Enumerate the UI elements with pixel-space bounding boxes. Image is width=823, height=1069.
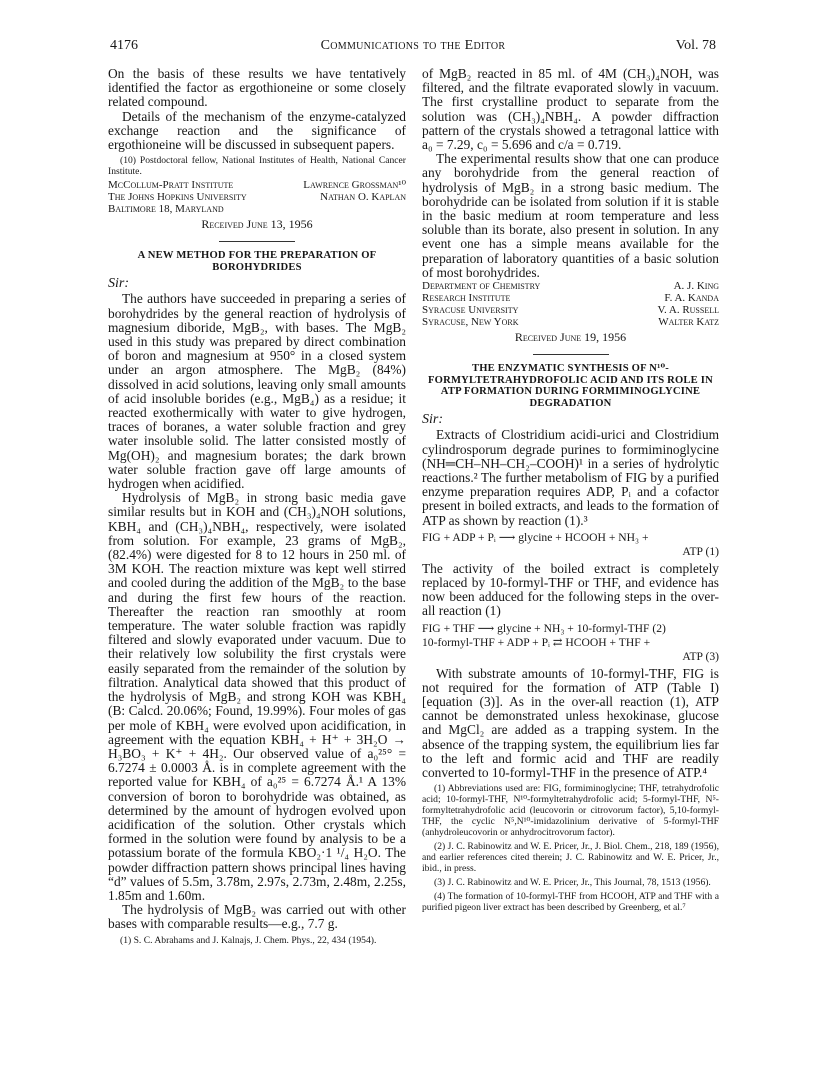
author-name: V. A. Russell bbox=[657, 304, 719, 317]
equation-1 bbox=[422, 531, 719, 559]
paragraph: The hydrolysis of MgB₂ was carried out with other bases with comparable results—e.g., 7.7 g. bbox=[108, 902, 406, 932]
footnote: (1) S. C. Abrahams and J. Kalnajs, J. Chem. Phys., 22, 434 (1954). bbox=[120, 934, 377, 946]
journal-section: Communications to the Editor bbox=[320, 38, 506, 53]
author-name: A. J. King bbox=[673, 280, 719, 293]
salutation: Sir: bbox=[422, 412, 443, 428]
equation-line: FIG + THF ⟶ glycine + NH₃ + 10-formyl-THF (2) bbox=[422, 621, 666, 635]
salutation: Sir: bbox=[108, 276, 129, 292]
author-name: Walter Katz bbox=[658, 316, 719, 329]
equation-line: ATP (3) bbox=[682, 649, 719, 663]
paragraph: Details of the mechanism of the enzyme-catalyzed exchange reaction and the significance of ergothioneine will be discussed in subsequent papers. bbox=[108, 108, 406, 153]
affiliation-block bbox=[108, 179, 406, 215]
page-number: 4176 bbox=[110, 38, 138, 53]
affiliation-line: McCollum-Pratt Institute bbox=[108, 179, 234, 192]
paragraph: The authors have succeeded in preparing a series of borohydrides by the general reaction of hydrolysis of magnesium diboride, MgB₂, with bases. The MgB₂ used in this study was prepared by direct combination of boron and magnesium at 950° in a closed system under an argon atmosphere. The MgB₂ (84%) dissolved in acid solutions, leaving only small amounts of acid insoluble borides (e.g., MgB₄) as a residue; it reacted exothermically with water to give hydrogen, traces of boranes, a water soluble fraction and grey water insoluble solid. The latter consisted mostly of Mg(OH)₂ and magnesium borates; the dark brown water soluble fraction gave off large amounts of hydrogen when acidified. bbox=[108, 291, 406, 492]
volume-label: Vol. 78 bbox=[675, 38, 716, 53]
divider bbox=[533, 354, 609, 355]
footnote: (10) Postdoctoral fellow, National Institutes of Health, National Cancer Institute. bbox=[108, 155, 406, 178]
paragraph: The activity of the boiled extract is completely replaced by 10-formyl-THF or THF, and evidence has now been adduced for the following steps in the over-all reaction (1) bbox=[422, 560, 719, 619]
author-name: F. A. Kanda bbox=[664, 292, 719, 305]
footnote: (2) J. C. Rabinowitz and W. E. Pricer, Jr., J. Biol. Chem., 218, 189 (1956), and earlier references cited therein; J. C. Rabinowitz and W. E. Pricer, Jr., ibid., in press. bbox=[422, 841, 719, 875]
affiliation-line: Baltimore 18, Maryland bbox=[108, 203, 224, 216]
equation-line: FIG + ADP + Pᵢ ⟶ glycine + HCOOH + NH₃ + bbox=[422, 530, 649, 544]
paragraph: of MgB₂ reacted in 85 ml. of 4M (CH₃)₄NOH, was filtered, and the filtrate evaporated slowly in vacuum. The first crystalline product to separate from the solution was (CH₃)₄NBH₄. A powder diffraction pattern of the crystals showed a tetragonal lattice with a₀ = 7.29, c₀ = 5.696 and c/a = 0.719. bbox=[422, 66, 719, 153]
author-name: Lawrence Grossman¹⁰ bbox=[303, 179, 406, 192]
equation-line: 10-formyl-THF + ADP + Pᵢ ⇄ HCOOH + THF + bbox=[422, 635, 651, 649]
affiliation-line: Research Institute bbox=[422, 292, 511, 305]
article-title: THE ENZYMATIC SYNTHESIS OF N¹⁰-FORMYLTETRAHYDROFOLIC ACID AND ITS ROLE IN ATP FORMATION DURING FORMIMINOGLYCINE DEGRADATION bbox=[428, 363, 713, 409]
author-name: Nathan O. Kaplan bbox=[320, 191, 406, 204]
article-title: A NEW METHOD FOR THE PREPARATION OF BOROHYDRIDES bbox=[137, 250, 377, 273]
received-date: Received June 19, 1956 bbox=[514, 330, 627, 345]
affiliation-line: Syracuse University bbox=[422, 304, 519, 317]
received-date: Received June 13, 1956 bbox=[201, 217, 313, 232]
footnote: (4) The formation of 10-formyl-THF from HCOOH, ATP and THF with a purified pigeon liver extract has been described by Greenberg, et al.⁷ bbox=[422, 891, 719, 914]
affiliation-line: The Johns Hopkins University bbox=[108, 191, 247, 204]
left-column bbox=[108, 67, 406, 948]
equation-line: ATP (1) bbox=[682, 544, 719, 558]
paragraph: Extracts of Clostridium acidi-urici and Clostridium cylindrosporum degrade purines to formiminoglycine (NH═CH–NH–CH₂–COOH)¹ in a series of hydrolytic reactions.² The further metabolism of FIG by a purified enzyme preparation requires ADP, Pᵢ and a cofactor present in boiled extracts, and leads to the formation of ATP as shown by reaction (1).³ bbox=[422, 427, 719, 528]
affiliation-line: Syracuse, New York bbox=[422, 316, 519, 329]
equation-2-3 bbox=[422, 622, 719, 664]
paragraph: On the basis of these results we have tentatively identified the factor as ergothioneine or some closely related compound. bbox=[108, 66, 406, 110]
paragraph: Hydrolysis of MgB₂ in strong basic media gave similar results but in KOH and (CH₃)₄NOH solutions, KBH₄ and (CH₃)₄NBH₄, respectively, were isolated from solution. For example, 23 grams of MgB₂, (82.4%) were digested for 8 to 12 hours in 250 ml. of 3M KOH. The reaction mixture was kept well stirred and cooled during the addition of the MgB₂ to the base and during the first few hours of the reaction. Thereafter the reaction ran smoothly at room temperature. The water soluble fraction was rapidly filtered and slowly evaporated under vacuum. Due to their relatively low solubility the first crystals were easily separated from the remainder of the solution by filtration. Analytical data showed that this product of the hydrolysis of MgB₂ and strong KOH was KBH₄ (B: Calcd. 20.06%; Found, 19.99%). Four moles of gas per mole of KBH₄ were evolved upon acidification, in agreement with the equation KBH₄ + H⁺ + 3H₂O → H₃BO₃ + K⁺ + 4H₂. Our observed value of a₀²⁵° = 6.7274 ± 0.0003 Å. is in complete agreement with the reported value for KBH₄ of a₀²⁵ = 6.7274 Å.¹ A 13% conversion of boron to borohydride was obtained, as determined by the amount of hydrogen evolved upon acidification of the solution. Other crystals which formed in the solution were found by analysis to be a potassium borate of the formula KBO₂·1 ¹/₄ H₂O. The powder diffraction pattern shows principal lines having “d” values of 5.5m, 3.78m, 2.97s, 2.73m, 2.48m, 2.25s, 1.85m and 1.60m. bbox=[108, 490, 406, 903]
paragraph: With substrate amounts of 10-formyl-THF, FIG is not required for the formation of ATP (Table I) [equation (3)]. As in the over-all reaction (1), ATP cannot be demonstrated unless hexokinase, glucose and MgCl₂ are added as a trapping system. In the absence of the trapping system, the equilibrium lies far to the left and formic acid and THF are readily converted to 10-formyl-THF in the presence of ATP.⁴ bbox=[422, 665, 719, 781]
divider bbox=[219, 241, 295, 242]
affiliation-line: Department of Chemistry bbox=[422, 280, 541, 293]
footnote: (3) J. C. Rabinowitz and W. E. Pricer, Jr., This Journal, 78, 1513 (1956). bbox=[434, 877, 711, 889]
right-column bbox=[422, 67, 719, 915]
affiliation-block bbox=[422, 280, 719, 328]
footnote: (1) Abbreviations used are: FIG, formiminoglycine; THF, tetrahydrofolic acid; 10-formyl-THF, N¹⁰-formyltetrahydrofolic acid; 5-formyl-THF, N⁵-formyltetrahydrofolic acid (leucovorin or citrovorum factor), 5,10-formyl-THF, the cyclic N⁵,N¹⁰-imidazolinium derivative of 5-formyl-THF (anhydroleucovorin or anhydrocitrovorum factor). bbox=[422, 783, 719, 839]
paragraph: The experimental results show that one can produce any borohydride from the general reaction of hydrolysis of MgB₂ in a strong basic medium. The borohydride can be isolated from solution if it is stable in the basic medium at room temperature and less soluble than its borate, also present in solution. In any event one has a simple means available for the preparation of laboratory quantities of a basic solution of most borohydrides. bbox=[422, 151, 719, 280]
